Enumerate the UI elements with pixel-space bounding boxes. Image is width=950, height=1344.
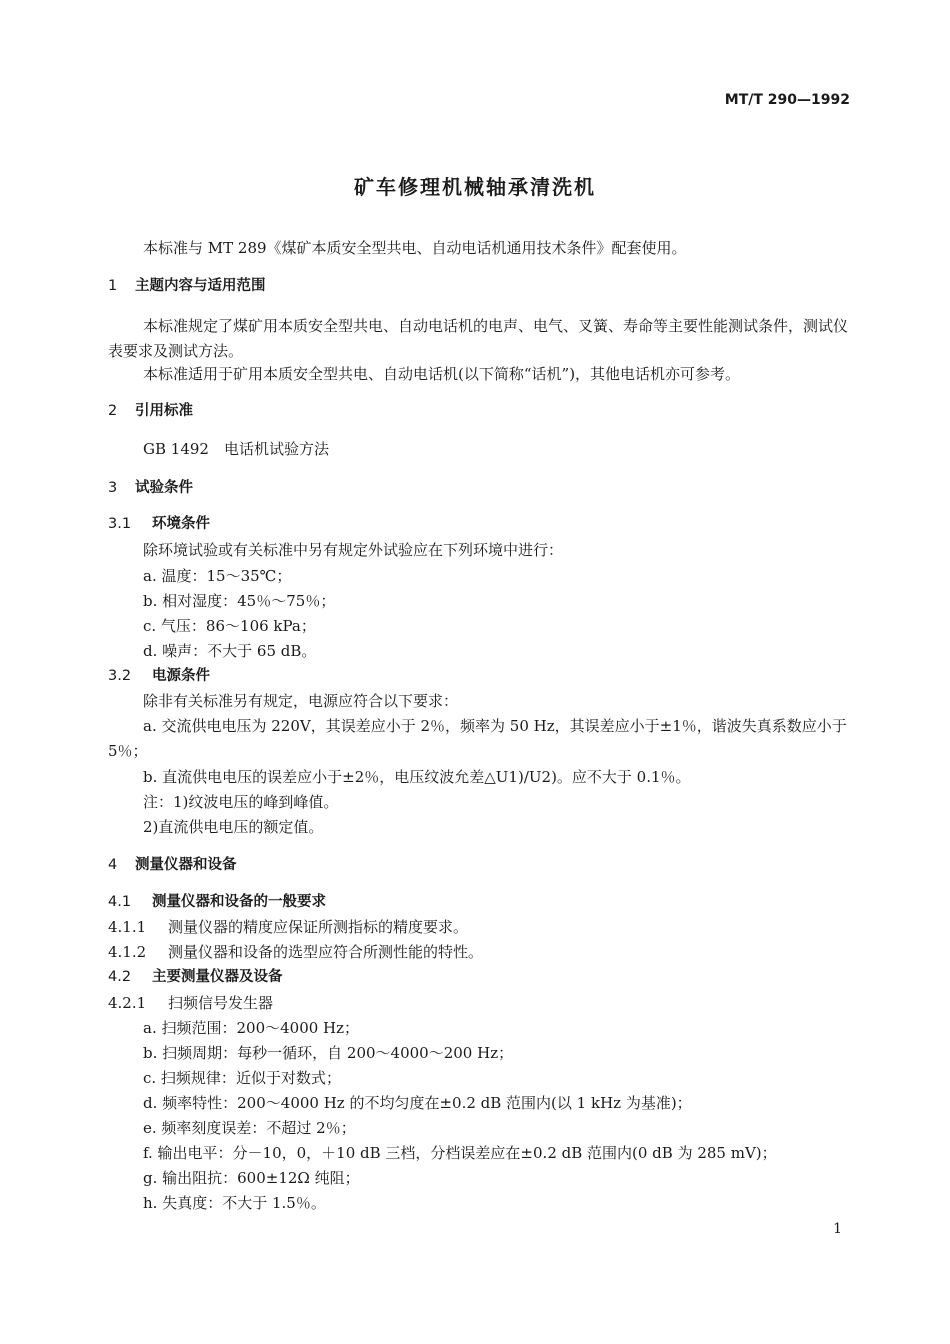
- section-title: 主题内容与适用范围: [135, 278, 266, 294]
- list-item: f. 输出电平：分－10，0，＋10 dB 三档，分档误差应在±0.2 dB 范围内(0 dB 为 285 mV)；: [143, 1144, 777, 1162]
- list-item: a. 温度：15～35℃；: [143, 567, 292, 585]
- section-number: 2: [108, 403, 118, 419]
- document-title: 矿车修理机械轴承清洗机: [354, 175, 596, 199]
- section-number: 3.1: [108, 516, 132, 532]
- list-item: g. 输出阻抗：600±12Ω 纯阻；: [143, 1169, 360, 1187]
- section-text: 扫频信号发生器: [168, 994, 274, 1012]
- section-number: 3: [108, 480, 118, 496]
- section-4-2-heading: [108, 967, 283, 987]
- section-1-heading: [108, 276, 266, 296]
- section-3-2-heading: [108, 666, 210, 686]
- section-1-paragraph-1: 本标准规定了煤矿用本质安全型共电、自动电话机的电声、电气、叉簧、寿命等主要性能测试条件，测试仪表要求及测试方法。: [108, 317, 849, 360]
- section-number: 4.1.1: [108, 918, 147, 936]
- section-4-1-heading: [108, 892, 326, 912]
- section-number: 4.1: [108, 894, 132, 910]
- list-item: h. 失真度：不大于 1.5％。: [143, 1194, 326, 1212]
- list-item: e. 频率刻度误差：不超过 2％；: [143, 1119, 356, 1137]
- list-item: c. 气压：86～106 kPa；: [143, 617, 316, 635]
- list-item: d. 噪声：不大于 65 dB。: [143, 642, 317, 660]
- section-number: 1: [108, 278, 118, 294]
- list-item: c. 扫频规律：近似于对数式；: [143, 1069, 341, 1087]
- note-1: 注：1)纹波电压的峰到峰值。: [143, 793, 339, 811]
- list-item: a. 扫频范围：200～4000 Hz；: [143, 1019, 360, 1037]
- section-4-1-1: [108, 917, 468, 937]
- section-title: 测量仪器和设备的一般要求: [152, 894, 326, 910]
- section-title: 环境条件: [152, 516, 210, 532]
- power-item-b: b. 直流供电电压的误差应小于±2％，电压纹波允差△U1)/U2)。应不大于 0.1％。: [143, 768, 691, 786]
- list-item: b. 扫频周期：每秒一循环，自 200～4000～200 Hz；: [143, 1044, 514, 1062]
- section-2-heading: [108, 401, 193, 421]
- environment-intro: 除环境试验或有关标准中另有规定外试验应在下列环境中进行：: [143, 541, 564, 559]
- page-number: 1: [833, 1221, 842, 1237]
- section-1-paragraph-2: 本标准适用于矿用本质安全型共电、自动电话机(以下简称“话机”)，其他电话机亦可参考。: [143, 365, 741, 383]
- section-4-2-1: [108, 993, 273, 1013]
- section-title: 主要测量仪器及设备: [152, 969, 283, 985]
- intro-paragraph: 本标准与 MT 289《煤矿本质安全型共电、自动电话机通用技术条件》配套使用。: [143, 239, 687, 257]
- section-3-1-heading: [108, 514, 210, 534]
- power-item-a: a. 交流供电电压为 220V，其误差应小于 2％，频率为 50 Hz，其误差应小于±1％，谐波失真系数应小于 5％；: [108, 717, 847, 760]
- standard-code: MT/T 290—1992: [724, 92, 850, 108]
- section-number: 3.2: [108, 668, 132, 684]
- power-intro: 除非有关标准另有规定，电源应符合以下要求：: [143, 692, 459, 710]
- section-4-1-2: [108, 942, 483, 962]
- section-number: 4.2: [108, 969, 132, 985]
- section-title: 试验条件: [135, 480, 193, 496]
- section-title: 电源条件: [152, 668, 210, 684]
- note-2: 2)直流供电电压的额定值。: [143, 818, 324, 836]
- section-title: 引用标准: [135, 403, 193, 419]
- section-number: 4: [108, 857, 118, 873]
- section-text: 测量仪器和设备的选型应符合所测性能的特性。: [168, 943, 484, 961]
- list-item: d. 频率特性：200～4000 Hz 的不均匀度在±0.2 dB 范围内(以 1 kHz 为基准)；: [143, 1094, 692, 1112]
- section-4-heading: [108, 855, 237, 875]
- list-item: b. 相对湿度：45％～75％；: [143, 592, 336, 610]
- section-number: 4.2.1: [108, 994, 147, 1012]
- section-number: 4.1.2: [108, 943, 147, 961]
- section-title: 测量仪器和设备: [135, 857, 237, 873]
- section-text: 测量仪器的精度应保证所测指标的精度要求。: [168, 918, 469, 936]
- reference-standard: GB 1492 电话机试验方法: [143, 440, 329, 458]
- section-3-heading: [108, 478, 193, 498]
